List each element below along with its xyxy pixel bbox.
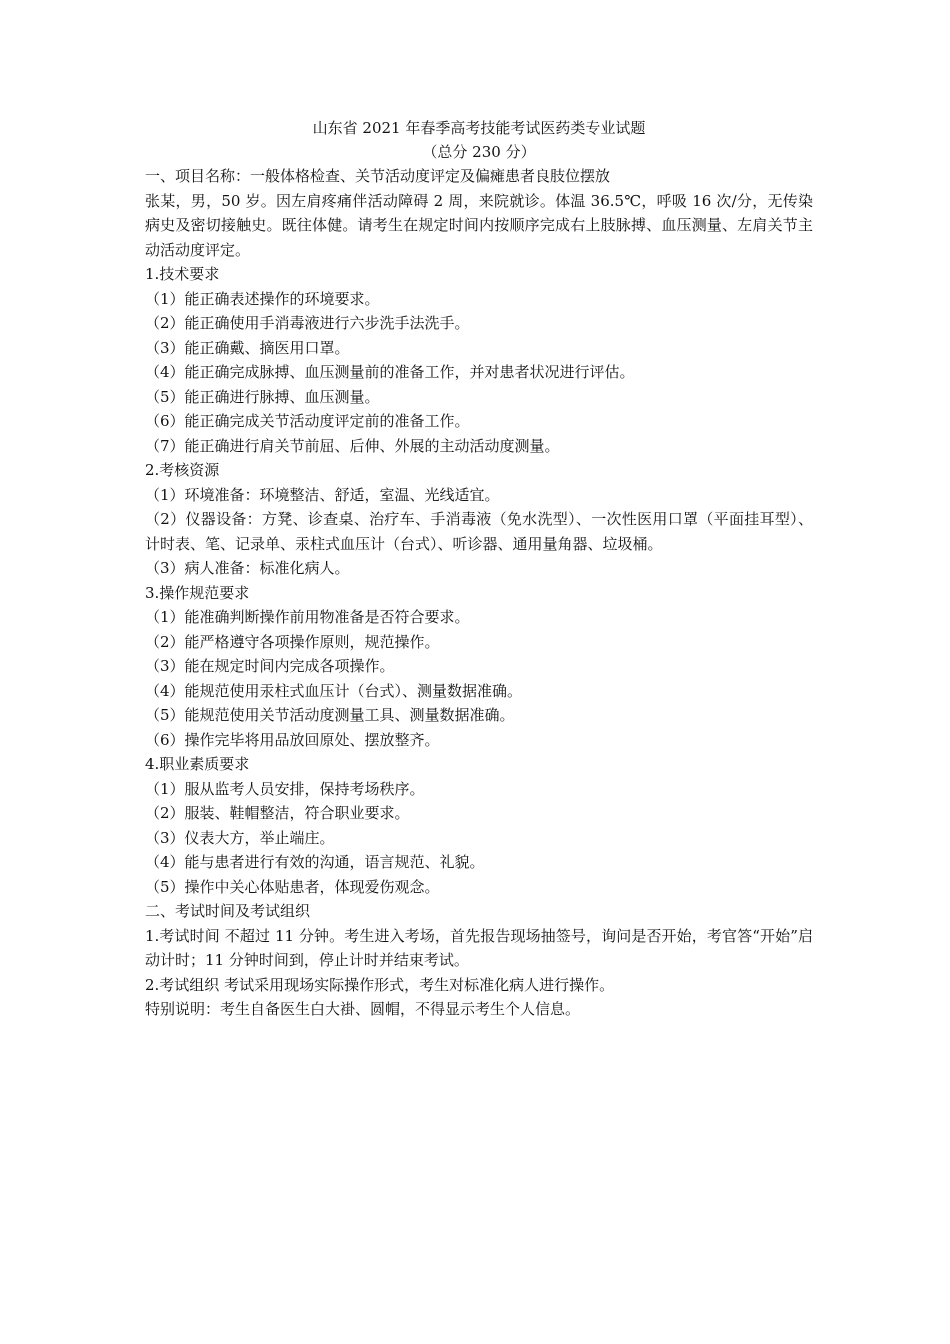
list-item: （1）能准确判断操作前用物准备是否符合要求。 [145, 608, 470, 626]
list-item: （2）能严格遵守各项操作原则，规范操作。 [145, 632, 440, 651]
list-item: （3）病人准备：标准化病人。 [145, 559, 350, 577]
list-item: （6）能正确完成关节活动度评定前的准备工作。 [145, 412, 470, 430]
list-item: （1）服从监考人员安排，保持考场秩序。 [145, 779, 425, 798]
list-item: （1）能正确表述操作的环境要求。 [145, 289, 380, 308]
document-page [145, 116, 813, 1022]
section-professional-quality [145, 752, 813, 899]
exam-organization-text: 2.考试组织 考试采用现场实际操作形式，考生对标准化病人进行操作。 [145, 975, 615, 994]
section-operation-standards [145, 581, 813, 753]
section-heading: 1.技术要求 [145, 265, 220, 283]
list-item: （3）能正确戴、摘医用口罩。 [145, 338, 350, 357]
exam-time-text: 1.考试时间 不超过 11 分钟。考生进入考场，首先报告现场抽签号，询问是否开始，考官答“开始”启动计时；11 分钟时间到，停止计时并结束考试。 [145, 926, 813, 969]
list-item: （5）能正确进行脉搏、血压测量。 [145, 387, 380, 406]
part2-heading: 二、考试时间及考试组织 [145, 902, 311, 920]
special-note: 特别说明：考生自备医生白大褂、圆帽，不得显示考生个人信息。 [145, 1000, 581, 1018]
document-subtitle: （总分 230 分） [422, 143, 536, 161]
list-item: （7）能正确进行肩关节前屈、后伸、外展的主动活动度测量。 [145, 436, 560, 455]
section-assessment-resources [145, 458, 813, 581]
list-item: （5）能规范使用关节活动度测量工具、测量数据准确。 [145, 706, 515, 724]
list-item: （2）仪器设备：方凳、诊查桌、治疗车、手消毒液（免水洗型）、一次性医用口罩（平面挂耳型）、计时表、笔、记录单、汞柱式血压计（台式）、听诊器、通用量角器、垃圾桶。 [145, 510, 813, 553]
list-item: （4）能正确完成脉搏、血压测量前的准备工作，并对患者状况进行评估。 [145, 363, 635, 381]
part1-heading: 一、项目名称：一般体格检查、关节活动度评定及偏瘫患者良肢位摆放 [145, 167, 611, 185]
list-item: （6）操作完毕将用品放回原处、摆放整齐。 [145, 730, 440, 749]
list-item: （4）能与患者进行有效的沟通，语言规范、礼貌。 [145, 853, 485, 871]
list-item: （2）能正确使用手消毒液进行六步洗手法洗手。 [145, 314, 470, 332]
section-heading: 2.考核资源 [145, 461, 220, 479]
section-technical-requirements [145, 262, 813, 458]
section-heading: 4.职业素质要求 [145, 755, 250, 773]
list-item: （1）环境准备：环境整洁、舒适，室温、光线适宜。 [145, 485, 500, 504]
document-title: 山东省 2021 年春季高考技能考试医药类专业试题 [312, 119, 646, 137]
list-item: （2）服装、鞋帽整洁，符合职业要求。 [145, 804, 410, 822]
list-item: （3）仪表大方，举止端庄。 [145, 828, 335, 847]
scenario-text: 张某，男，50 岁。因左肩疼痛伴活动障碍 2 周，来院就诊。体温 36.5℃，呼吸 16 次/分，无传染病史及密切接触史。既往体健。请考生在规定时间内按顺序完成右上肢脉搏、血压测量、左肩关节主动活动度评定。 [145, 191, 813, 259]
list-item: （4）能规范使用汞柱式血压计（台式）、测量数据准确。 [145, 681, 523, 700]
list-item: （5）操作中关心体贴患者，体现爱伤观念。 [145, 877, 440, 896]
section-heading: 3.操作规范要求 [145, 583, 250, 602]
list-item: （3）能在规定时间内完成各项操作。 [145, 657, 395, 675]
